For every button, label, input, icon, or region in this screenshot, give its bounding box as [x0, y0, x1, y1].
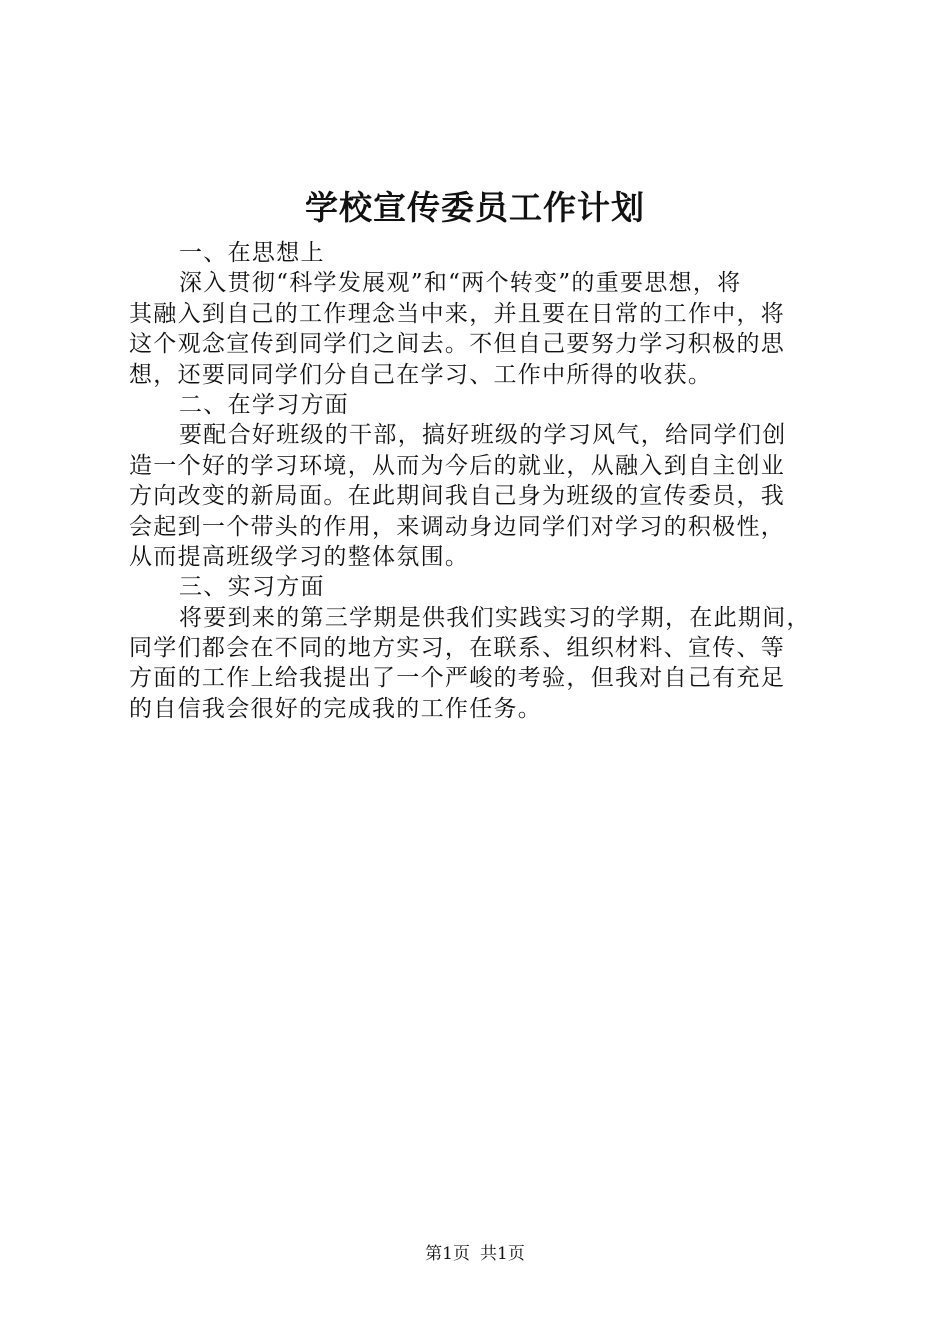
- page-number-total: 共1页: [480, 1244, 525, 1264]
- paragraph-line: 同学们都会在不同的地方实习，在联系、组织材料、宣传、等: [129, 635, 786, 662]
- document-body: [129, 238, 829, 724]
- paragraph-line: 的自信我会很好的完成我的工作任务。: [129, 695, 543, 722]
- paragraph-line: 其融入到自己的工作理念当中来，并且要在日常的工作中，将: [129, 300, 786, 327]
- paragraph-line: 深入贯彻“科学发展观”和“两个转变”的重要思想，将: [179, 270, 742, 297]
- paragraph-line: 造一个好的学习环境，从而为今后的就业，从融入到自主创业: [129, 452, 786, 479]
- paragraph-line: 想，还要同同学们分自己在学习、工作中所得的收获。: [129, 361, 713, 388]
- paragraph-line: 将要到来的第三学期是供我们实践实习的学期，在此期间，: [179, 604, 811, 631]
- paragraph-line: 从而提高班级学习的整体氛围。: [129, 543, 470, 570]
- section-heading-study: 二、在学习方面: [179, 391, 350, 418]
- page-number-current: 第1页: [425, 1244, 470, 1264]
- paragraph-line: 方面的工作上给我提出了一个严峻的考验，但我对自己有充足: [129, 665, 786, 692]
- document-title: 学校宣传委员工作计划: [305, 188, 645, 227]
- paragraph-line: 要配合好班级的干部，搞好班级的学习风气，给同学们创: [179, 422, 787, 449]
- page-footer: [0, 1243, 950, 1265]
- section-heading-internship: 三、实习方面: [179, 574, 325, 601]
- paragraph-line: 这个观念宣传到同学们之间去。不但自己要努力学习积极的思: [129, 331, 786, 358]
- section-heading-thought: 一、在思想上: [179, 240, 325, 266]
- paragraph-line: 方向改变的新局面。在此期间我自己身为班级的宣传委员，我: [129, 483, 786, 510]
- paragraph-line: 会起到一个带头的作用，来调动身边同学们对学习的积极性，: [129, 513, 786, 540]
